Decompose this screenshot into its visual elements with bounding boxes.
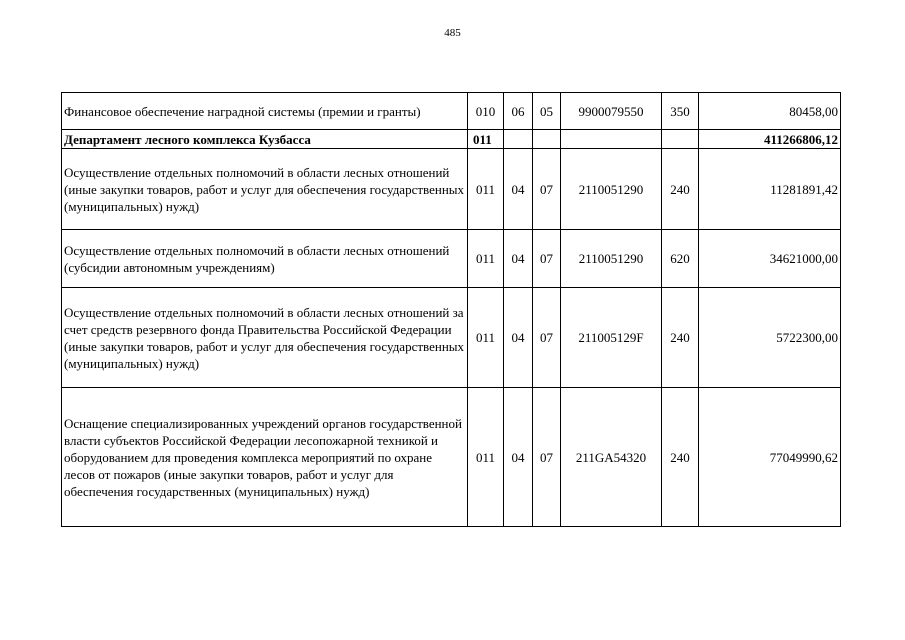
row-podrazdel: 07: [533, 230, 561, 288]
row-name: Осуществление отдельных полномочий в области лесных отношений за счет средств резервного фонда Правительства Российской Федерации (иные закупки товаров, работ и услуг для обеспечения государственных (муниципальных) нужд): [62, 288, 468, 388]
row-amount: 34621000,00: [699, 230, 841, 288]
row-name: Финансовое обеспечение наградной системы (премии и гранты): [62, 93, 468, 130]
row-glavn: 011: [468, 388, 504, 527]
row-glavn: 010: [468, 93, 504, 130]
row-glavn: 011: [468, 149, 504, 230]
table-row: [62, 288, 841, 388]
row-name: Осуществление отдельных полномочий в области лесных отношений (субсидии автономным учреждениям): [62, 230, 468, 288]
row-amount: 411266806,12: [699, 130, 841, 149]
row-amount: 5722300,00: [699, 288, 841, 388]
row-razdel: 04: [504, 149, 533, 230]
row-vid: [662, 130, 699, 149]
row-razdel: 04: [504, 230, 533, 288]
row-amount: 80458,00: [699, 93, 841, 130]
row-target: 211005129F: [561, 288, 662, 388]
row-vid: 350: [662, 93, 699, 130]
table-row: [62, 130, 841, 149]
row-vid: 240: [662, 288, 699, 388]
row-razdel: 04: [504, 288, 533, 388]
row-name: Оснащение специализированных учреждений органов государственной власти субъектов Российской Федерации лесопожарной техникой и оборудованием для проведения комплекса мероприятий по охране лесов от пожаров (иные закупки товаров, работ и услуг для обеспечения государственных (муниципальных) нужд): [62, 388, 468, 527]
row-podrazdel: 07: [533, 388, 561, 527]
row-target: [561, 130, 662, 149]
table-body: [62, 93, 841, 527]
row-razdel: 06: [504, 93, 533, 130]
row-name: Осуществление отдельных полномочий в области лесных отношений (иные закупки товаров, работ и услуг для обеспечения государственных (муниципальных) нужд): [62, 149, 468, 230]
budget-table: [61, 92, 841, 527]
row-glavn: 011: [468, 288, 504, 388]
table-row: [62, 230, 841, 288]
table-row: [62, 388, 841, 527]
row-amount: 11281891,42: [699, 149, 841, 230]
row-target: 2110051290: [561, 230, 662, 288]
table-row: [62, 93, 841, 130]
row-glavn: 011: [468, 230, 504, 288]
row-razdel: [504, 130, 533, 149]
page-number: 485: [444, 27, 461, 39]
row-target: 9900079550: [561, 93, 662, 130]
table-row: [62, 149, 841, 230]
row-vid: 240: [662, 149, 699, 230]
row-glavn: 011: [468, 130, 504, 149]
row-podrazdel: 05: [533, 93, 561, 130]
row-vid: 620: [662, 230, 699, 288]
row-vid: 240: [662, 388, 699, 527]
row-razdel: 04: [504, 388, 533, 527]
row-podrazdel: 07: [533, 288, 561, 388]
row-podrazdel: [533, 130, 561, 149]
row-podrazdel: 07: [533, 149, 561, 230]
row-name: Департамент лесного комплекса Кузбасса: [62, 130, 468, 149]
row-amount: 77049990,62: [699, 388, 841, 527]
row-target: 211GA54320: [561, 388, 662, 527]
row-target: 2110051290: [561, 149, 662, 230]
